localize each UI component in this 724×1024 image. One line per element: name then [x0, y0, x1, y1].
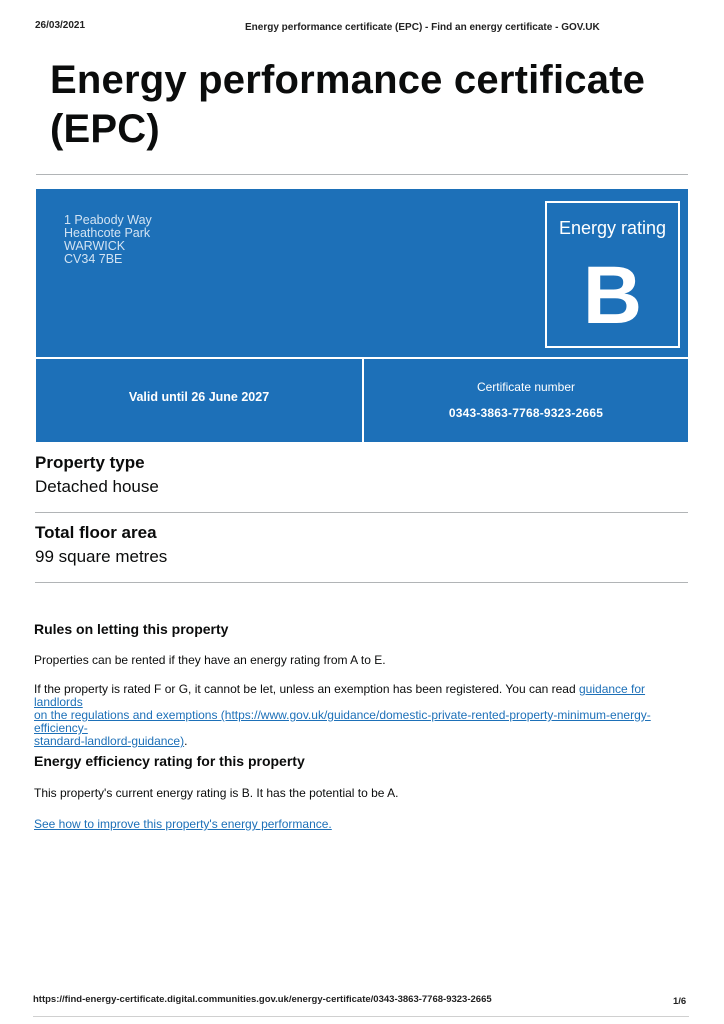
print-footer-url: https://find-energy-certificate.digital.communities.gov.uk/energy-certificate/0343-3863-7768-9323-2665 — [33, 994, 492, 1005]
sentence-end: . — [184, 734, 188, 748]
letting-rule-text: Properties can be rented if they have an energy rating from A to E. — [34, 653, 386, 667]
energy-rating-box — [545, 201, 680, 348]
efficiency-rating-text: This property's current energy rating is B. It has the potential to be A. — [34, 786, 399, 800]
valid-until: Valid until 26 June 2027 — [128, 390, 270, 404]
landlord-guidance-link[interactable]: standard-landlord-guidance) — [34, 734, 185, 748]
address-line: 1 Peabody Way — [64, 213, 152, 227]
letting-heading: Rules on letting this property — [34, 621, 229, 637]
letting-exemption-body: If the property is rated F or G, it cannot be let, unless an exemption has been registered. You can read — [34, 682, 579, 696]
address-line: CV34 7BE — [64, 252, 123, 266]
certificate-number-label: Certificate number — [476, 380, 576, 394]
divider — [35, 512, 688, 513]
certificate-summary-panel — [36, 189, 688, 442]
panel-divider — [362, 357, 364, 442]
floor-area-label: Total floor area — [35, 523, 157, 542]
energy-rating-letter: B — [582, 250, 643, 341]
print-date: 26/03/2021 — [35, 20, 86, 31]
print-page-number: 1/6 — [673, 996, 687, 1007]
landlord-guidance-link[interactable]: guidance for landlords — [34, 682, 646, 709]
property-address — [64, 214, 152, 266]
certificate-number: 0343-3863-7768-9323-2665 — [448, 406, 604, 420]
print-page-title: Energy performance certificate (EPC) - Find an energy certificate - GOV.UK — [245, 22, 600, 33]
page-title: Energy performance certificate (EPC) — [50, 58, 646, 151]
divider — [36, 174, 688, 175]
letting-exemption-text — [34, 683, 694, 748]
address-line: Heathcote Park — [64, 226, 151, 240]
energy-rating-label: Energy rating — [558, 218, 667, 238]
footer-rule — [33, 1016, 689, 1017]
landlord-guidance-link[interactable]: on the regulations and exemptions (https://www.gov.uk/guidance/domestic-private-rented-property-minimum-energy-efficiency- — [34, 708, 651, 735]
address-line: WARWICK — [64, 239, 126, 253]
property-type-label: Property type — [35, 453, 145, 472]
floor-area-value: 99 square metres — [35, 547, 168, 566]
efficiency-heading: Energy efficiency rating for this property — [34, 753, 305, 769]
improve-performance-link[interactable]: See how to improve this property's energy performance. — [34, 817, 332, 831]
divider — [35, 582, 688, 583]
property-type-value: Detached house — [35, 477, 159, 496]
